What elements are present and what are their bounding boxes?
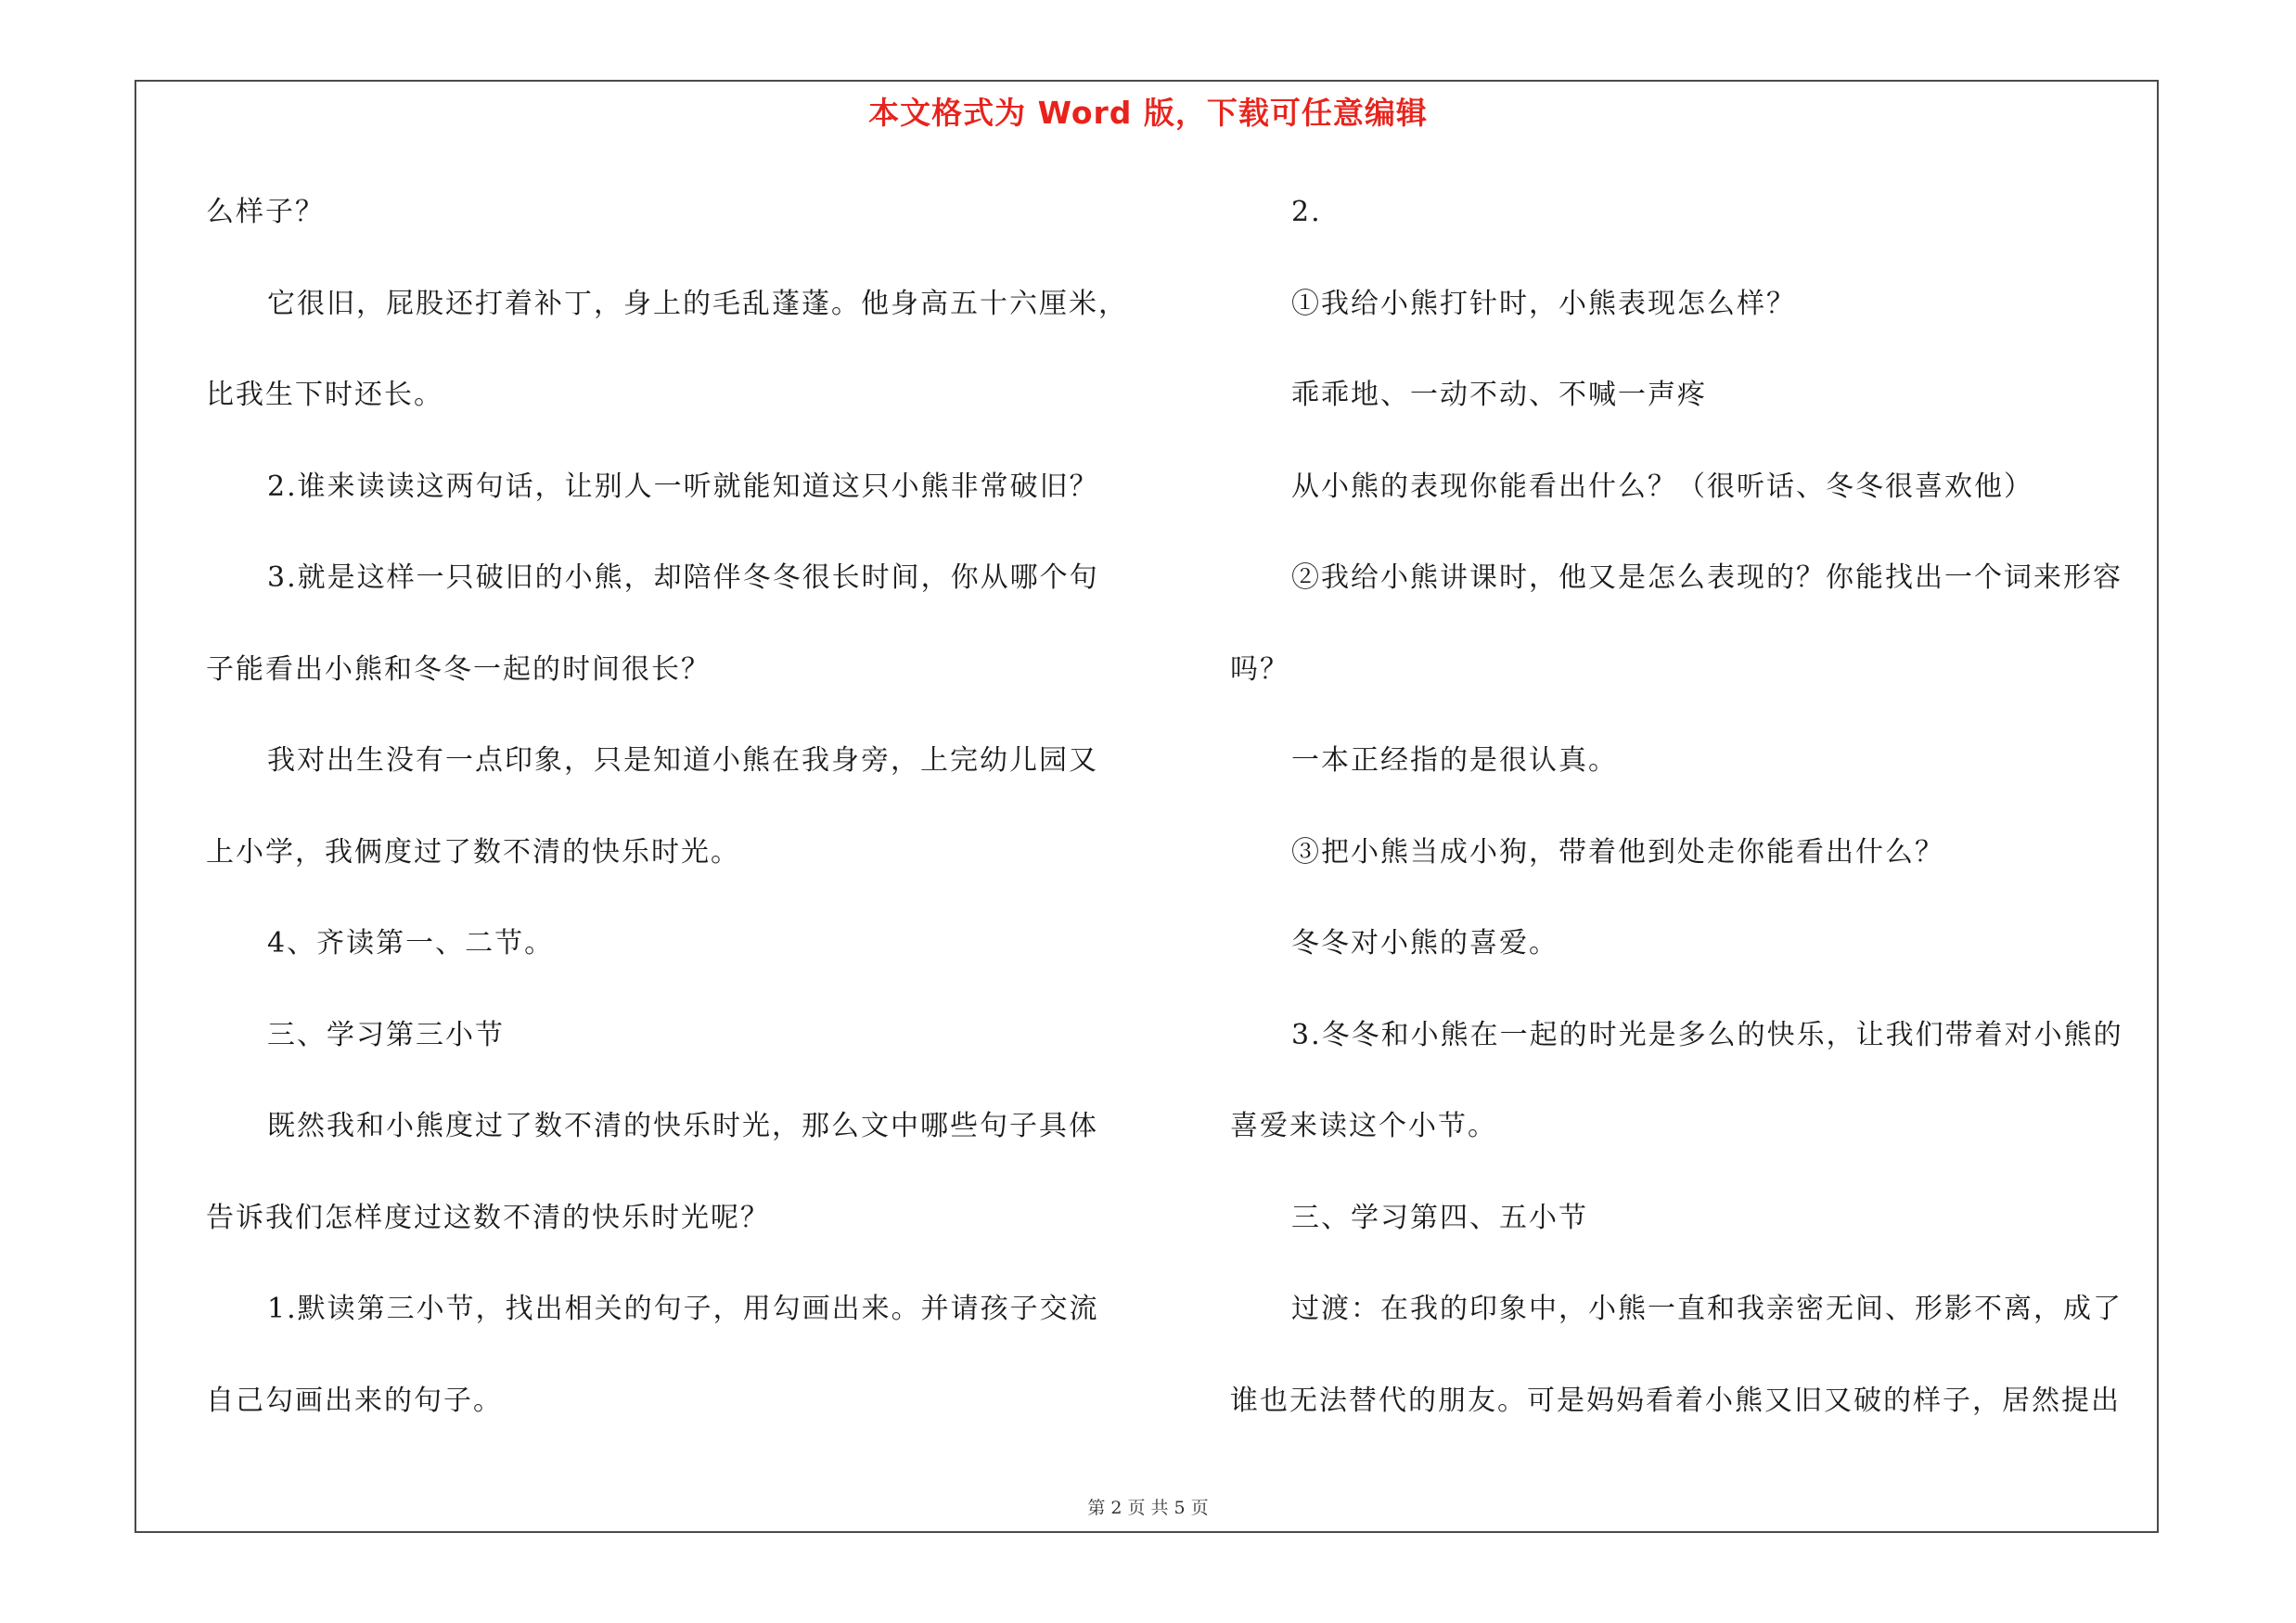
- paragraph-line: 一本正经指的是很认真。: [1291, 744, 1618, 777]
- editable-notice-banner: 本文格式为 Word 版，下载可任意编辑: [868, 95, 1428, 131]
- paragraph-line: ②我给小熊讲课时，他又是怎么表现的？你能找出一个词来形容: [1291, 561, 2123, 594]
- paragraph-line: 谁也无法替代的朋友。可是妈妈看着小熊又旧又破的样子，居然提出: [1230, 1384, 2121, 1417]
- paragraph-line: 三、学习第三小节: [267, 1018, 505, 1051]
- paragraph-line: 自己勾画出来的句子。: [206, 1384, 503, 1417]
- paragraph-line: 三、学习第四、五小节: [1291, 1201, 1588, 1234]
- paragraph-line: 过渡：在我的印象中，小熊一直和我亲密无间、形影不离，成了: [1291, 1293, 2123, 1325]
- paragraph-line: 子能看出小熊和冬冬一起的时间很长？: [206, 652, 711, 686]
- paragraph-line: 乖乖地、一动不动、不喊一声疼: [1291, 379, 1707, 411]
- paragraph-line: 比我生下时还长。: [206, 379, 443, 411]
- paragraph-line: 既然我和小熊度过了数不清的快乐时光，那么文中哪些句子具体: [267, 1110, 1098, 1142]
- paragraph-line: 告诉我们怎样度过这数不清的快乐时光呢？: [206, 1201, 770, 1234]
- page-number-footer: 第 2 页 共 5 页: [1087, 1498, 1209, 1518]
- paragraph-line: ③把小熊当成小狗，带着他到处走你能看出什么？: [1291, 835, 1944, 869]
- paragraph-line: 3.就是这样一只破旧的小熊，却陪伴冬冬很长时间，你从哪个句: [267, 561, 1099, 594]
- paragraph-line: 冬冬对小熊的喜爱。: [1291, 927, 1558, 960]
- paragraph-line: 2.谁来读读这两句话，让别人一听就能知道这只小熊非常破旧？: [267, 470, 1099, 503]
- paragraph-line: 4、齐读第一、二节。: [267, 927, 555, 960]
- paragraph-line: 上小学，我俩度过了数不清的快乐时光。: [206, 835, 740, 869]
- paragraph-line: ①我给小熊打针时，小熊表现怎么样？: [1291, 287, 1796, 320]
- paragraph-line: 我对出生没有一点印象，只是知道小熊在我身旁，上完幼儿园又: [267, 744, 1098, 777]
- paragraph-line: 它很旧，屁股还打着补丁，身上的毛乱蓬蓬。他身高五十六厘米，: [267, 287, 1128, 320]
- paragraph-line: 吗？: [1230, 652, 1289, 686]
- paragraph-line: 1.默读第三小节，找出相关的句子，用勾画出来。并请孩子交流: [267, 1293, 1099, 1325]
- paragraph-line: 么样子？: [206, 196, 325, 228]
- paragraph-line: 喜爱来读这个小节。: [1230, 1110, 1497, 1142]
- paragraph-line: 从小熊的表现你能看出什么？（很听话、冬冬很喜欢他）: [1291, 470, 2033, 503]
- paragraph-line: 3.冬冬和小熊在一起的时光是多么的快乐，让我们带着对小熊的: [1291, 1018, 2123, 1051]
- paragraph-line: 2.: [1291, 196, 1322, 228]
